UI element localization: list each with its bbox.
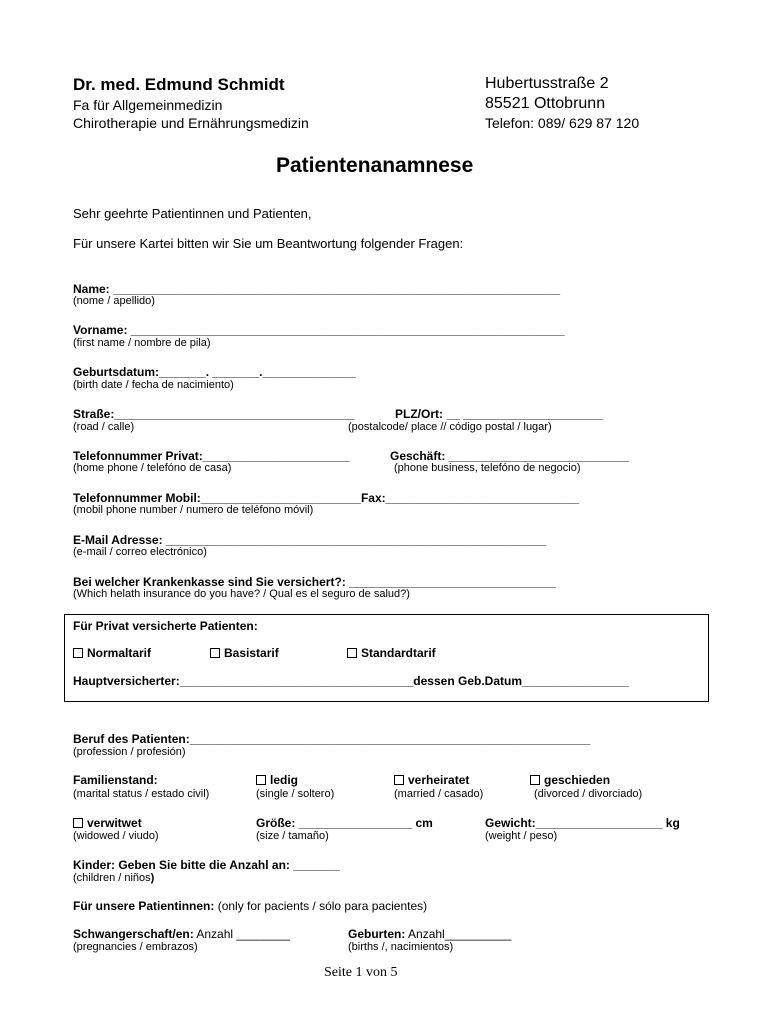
checkbox-icon[interactable] — [347, 648, 357, 658]
intro-greeting: Sehr geehrte Patientinnen und Patienten, — [73, 206, 312, 221]
address-phone: Telefon: 089/ 629 87 120 — [485, 115, 640, 131]
gewicht-sub: (weight / peso) — [485, 830, 558, 842]
privat-heading: Für Privat versicherte Patienten: — [73, 619, 258, 633]
ledig-sub: (single / soltero) — [256, 788, 335, 800]
vorname-sub: (first name / nombre de pila) — [73, 337, 211, 349]
name-field[interactable]: Name: ___________________________________________________________________ — [73, 282, 561, 296]
checkbox-icon[interactable] — [73, 648, 83, 658]
geburten-sub: (births /, nacimientos) — [348, 941, 454, 953]
address-city: 85521 Ottobrunn — [485, 95, 606, 112]
option-geschieden[interactable]: geschieden — [530, 773, 610, 787]
intro-request: Für unsere Kartei bitten wir Sie um Beantwortung folgender Fragen: — [73, 236, 464, 251]
doctor-specialty: Fa für Allgemeinmedizin — [73, 97, 223, 113]
kinder-sub: (children / niños) — [73, 872, 155, 884]
geschaeft-field[interactable]: Geschäft: ___________________________ — [390, 449, 629, 463]
geschaeft-sub: (phone business, telefóno de negocio) — [394, 462, 581, 474]
schwangerschaften-sub: (pregnancies / embrazos) — [73, 941, 198, 953]
geburtsdatum-field[interactable]: Geburtsdatum:_______. _______.______________ — [73, 365, 356, 379]
email-field[interactable]: E-Mail Adresse: _________________________________________________________ — [73, 533, 547, 547]
strasse-sub: (road / calle) — [73, 421, 135, 433]
checkbox-icon[interactable] — [530, 775, 540, 785]
option-verwitwet[interactable]: verwitwet — [73, 816, 142, 830]
gewicht-field[interactable]: Gewicht:___________________ kg — [485, 816, 680, 830]
familienstand-label: Familienstand: — [73, 773, 158, 787]
schwangerschaften-field[interactable]: Schwangerschaft/en: Anzahl ________ — [73, 927, 290, 941]
option-basistarif[interactable]: Basistarif — [210, 646, 279, 660]
checkbox-icon[interactable] — [210, 648, 220, 658]
option-verheiratet[interactable]: verheiratet — [394, 773, 469, 787]
tel-privat-sub: (home phone / telefóno de casa) — [73, 462, 232, 474]
krankenkasse-sub: (Which helath insurance do you have? / Qual es el seguro de salud?) — [73, 588, 410, 600]
beruf-sub: (profession / profesión) — [73, 746, 186, 758]
geschieden-sub: (divorced / divorciado) — [534, 788, 643, 800]
groesse-field[interactable]: Größe: _________________ cm — [256, 816, 433, 830]
checkbox-icon[interactable] — [73, 818, 83, 828]
verheiratet-sub: (married / casado) — [394, 788, 484, 800]
checkbox-icon[interactable] — [256, 775, 266, 785]
page-footer: Seite 1 von 5 — [324, 965, 398, 980]
doctor-specialty-2: Chirotherapie und Ernährungsmedizin — [73, 115, 309, 131]
email-sub: (e-mail / correo electrónico) — [73, 546, 207, 558]
name-sub: (nome / apellido) — [73, 295, 155, 307]
option-normaltarif[interactable]: Normaltarif — [73, 646, 151, 660]
option-standardtarif[interactable]: Standardtarif — [347, 646, 436, 660]
page-title: Patientenanamnese — [276, 154, 474, 177]
kinder-field[interactable]: Kinder: Geben Sie bitte die Anzahl an: _______ — [73, 858, 340, 872]
familienstand-sub: (marital status / estado civil) — [73, 788, 210, 800]
vorname-field[interactable]: Vorname: _________________________________________________________________ — [73, 323, 565, 337]
tel-privat-field[interactable]: Telefonnummer Privat:______________________ — [73, 449, 350, 463]
hauptversicherter-field[interactable]: Hauptversicherter:___________________________________dessen Geb.Datum________________ — [73, 674, 629, 688]
option-ledig[interactable]: ledig — [256, 773, 298, 787]
address-street: Hubertusstraße 2 — [485, 75, 609, 92]
groesse-sub: (size / tamaño) — [256, 830, 329, 842]
tel-mobil-fax-field[interactable]: Telefonnummer Mobil:________________________Fax:_____________________________ — [73, 491, 580, 505]
tel-mobil-sub: (mobil phone number / numero de teléfono móvil) — [73, 504, 314, 516]
checkbox-icon[interactable] — [394, 775, 404, 785]
geburten-field[interactable]: Geburten: Anzahl__________ — [348, 927, 512, 941]
geburtsdatum-sub: (birth date / fecha de nacimiento) — [73, 379, 234, 391]
krankenkasse-field[interactable]: Bei welcher Krankenkasse sind Sie versichert?: _______________________________ — [73, 575, 557, 589]
plz-sub: (postalcode/ place // código postal / lugar) — [348, 421, 552, 433]
beruf-field[interactable]: Beruf des Patienten:____________________________________________________________ — [73, 732, 591, 746]
doctor-name: Dr. med. Edmund Schmidt — [73, 75, 285, 94]
verwitwet-sub: (widowed / viudo) — [73, 830, 159, 842]
patientinnen-heading: Für unsere Patientinnen: (only for pacients / sólo para pacientes) — [73, 899, 428, 913]
plz-field[interactable]: PLZ/Ort: __ _____________________ — [395, 407, 604, 421]
strasse-field[interactable]: Straße:____________________________________ — [73, 407, 355, 421]
